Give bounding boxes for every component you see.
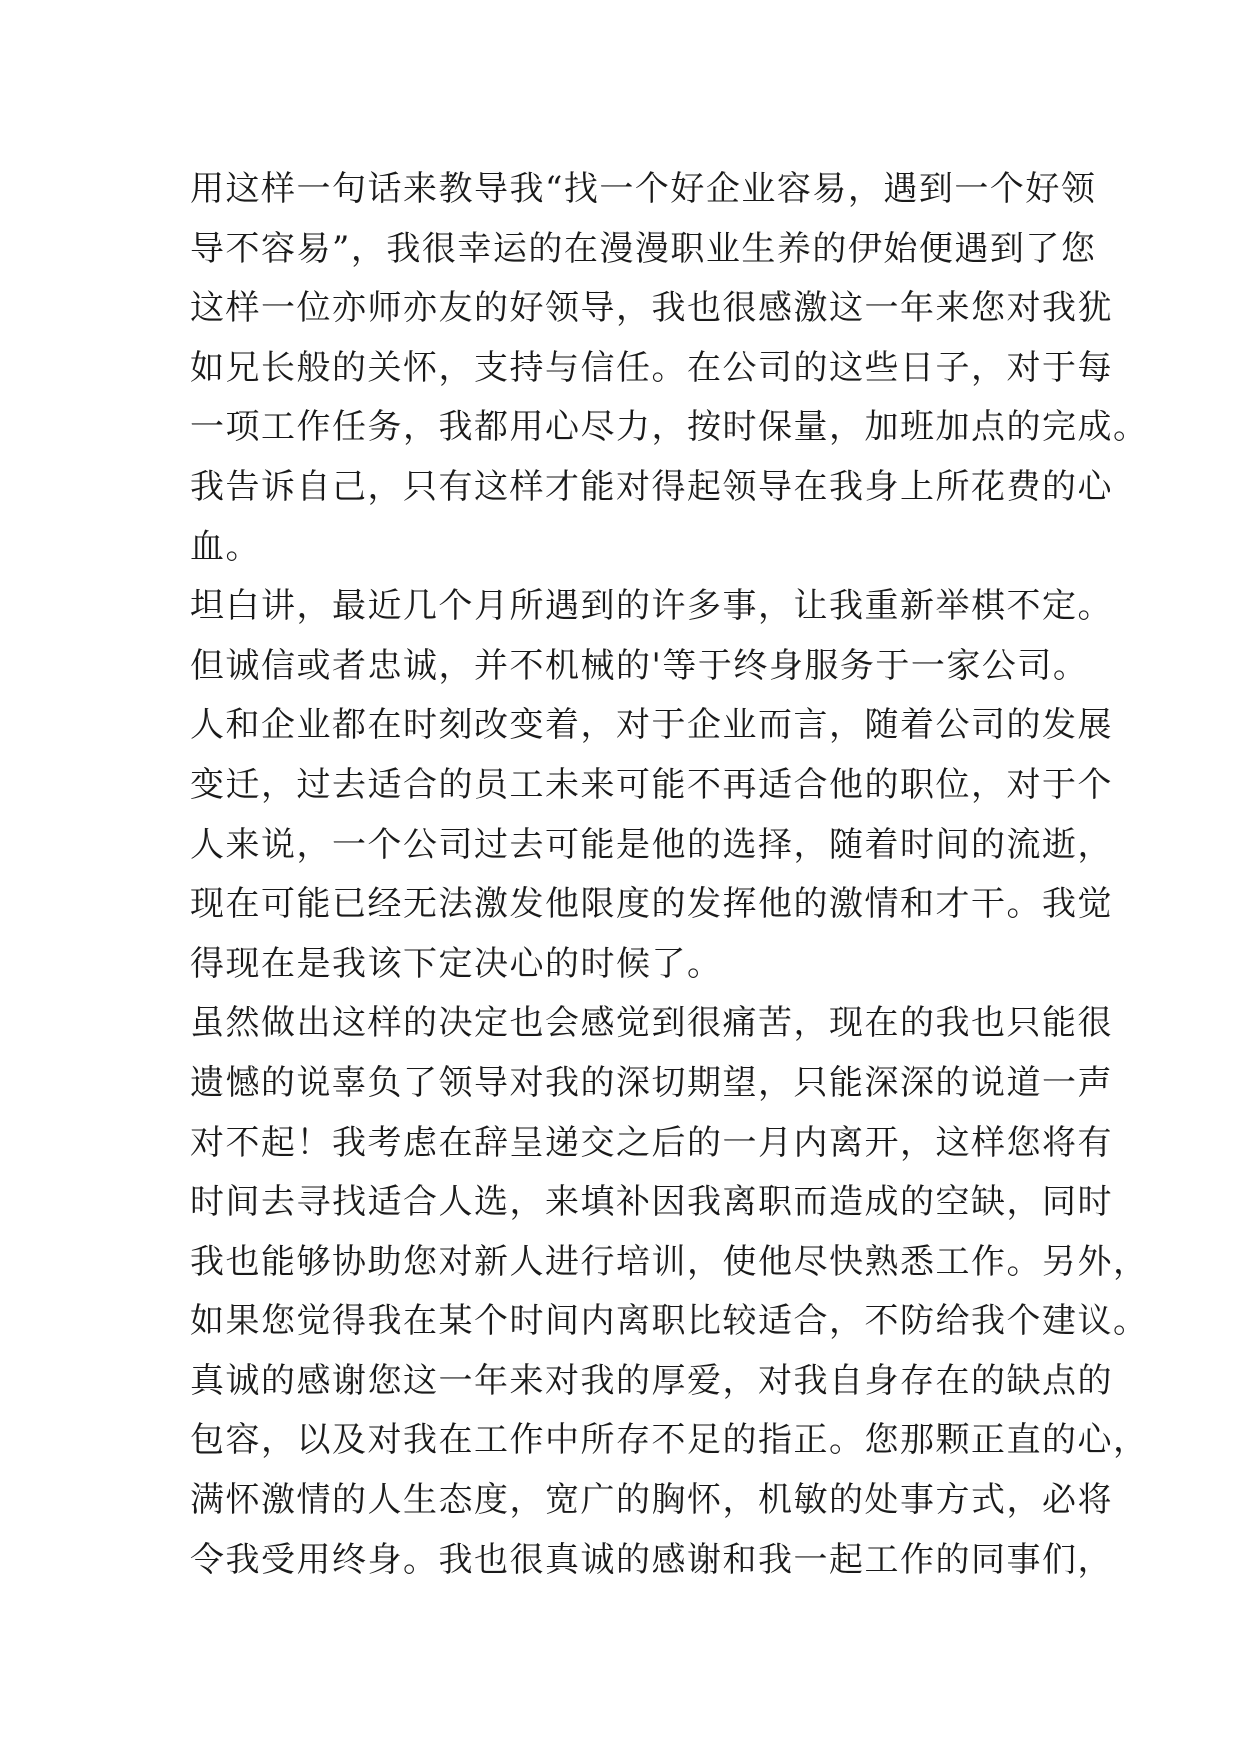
text-line: 真诚的感谢您这一年来对我的厚爱，对我自身存在的缺点的 (190, 1360, 1113, 1401)
text-line: 得现在是我该下定决心的时候了。 (190, 943, 723, 984)
text-line: 人和企业都在时刻改变着，对于企业而言，随着公司的发展 (190, 705, 1113, 746)
text-line: 人来说，一个公司过去可能是他的选择，随着时间的流逝， (190, 824, 1113, 865)
text-line: 我也能够协助您对新人进行培训，使他尽快熟悉工作。另外， (190, 1241, 1149, 1282)
text-line: 令我受用终身。我也很真诚的感谢和我一起工作的同事们， (190, 1539, 1113, 1580)
text-line: 遗憾的说辜负了领导对我的深切期望，只能深深的说道一声 (190, 1062, 1113, 1103)
text-line: 坦白讲，最近几个月所遇到的许多事，让我重新举棋不定。 (190, 586, 1113, 627)
text-line: 这样一位亦师亦友的好领导，我也很感激这一年来您对我犹 (190, 288, 1113, 329)
text-line: 用这样一句话来教导我“找一个好企业容易，遇到一个好领 (190, 169, 1097, 209)
text-line: 如兄长般的关怀，支持与信任。在公司的这些日子，对于每 (190, 347, 1113, 388)
document-body (190, 160, 1149, 1590)
text-line: 我告诉自己，只有这样才能对得起领导在我身上所花费的心 (190, 466, 1113, 507)
text-line: 虽然做出这样的决定也会感觉到很痛苦，现在的我也只能很 (190, 1003, 1113, 1044)
text-line: 导不容易”，我很幸运的在漫漫职业生养的伊始便遇到了您 (190, 228, 1097, 269)
text-line: 包容，以及对我在工作中所存不足的指正。您那颗正直的心， (190, 1420, 1149, 1461)
text-line: 如果您觉得我在某个时间内离职比较适合，不防给我个建议。 (190, 1301, 1149, 1342)
text-line: 血。 (190, 526, 261, 567)
text-line: 现在可能已经无法激发他限度的发挥他的激情和才干。我觉 (190, 884, 1113, 925)
text-line: 一项工作任务，我都用心尽力，按时保量，加班加点的完成。 (190, 407, 1149, 448)
text-line: 对不起！我考虑在辞呈递交之后的一月内离开，这样您将有 (190, 1122, 1113, 1163)
text-line: 时间去寻找适合人选，来填补因我离职而造成的空缺，同时 (190, 1182, 1113, 1223)
text-line: 满怀激情的人生态度，宽广的胸怀，机敏的处事方式，必将 (190, 1480, 1113, 1521)
text-line: 变迁，过去适合的员工未来可能不再适合他的职位，对于个 (190, 764, 1113, 805)
text-line: 但诚信或者忠诚，并不机械的'等于终身服务于一家公司。 (190, 645, 1089, 686)
